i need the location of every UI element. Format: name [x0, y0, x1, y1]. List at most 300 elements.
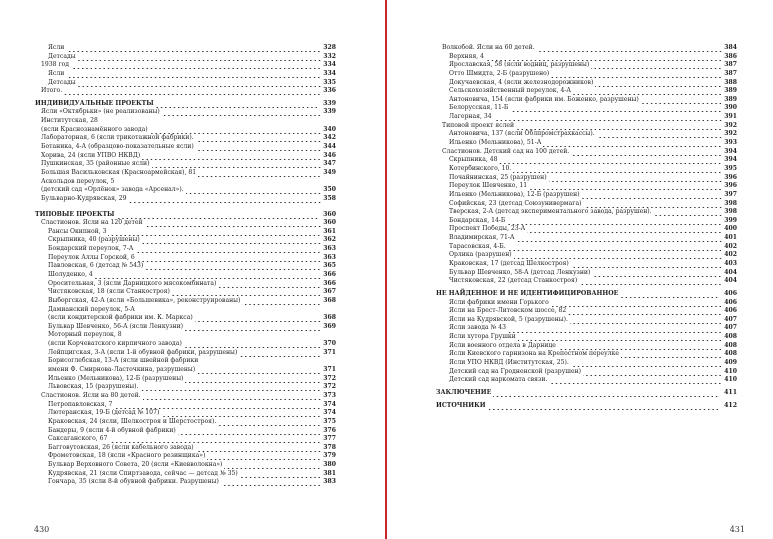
toc-entry [35, 452, 336, 461]
dot-leader [579, 277, 722, 286]
dot-leader [549, 376, 722, 385]
toc-entry [35, 143, 336, 152]
toc-entry-title: Ботаника, 4-А (образцово-показательные ясли) [41, 143, 194, 151]
toc-entry [436, 200, 737, 209]
toc-page-number: 362 [323, 236, 336, 244]
toc-entry [436, 53, 737, 62]
toc-page-number: 384 [724, 43, 737, 51]
toc-entry-title: ИСТОЧНИКИ [436, 401, 486, 409]
toc-entry [436, 243, 737, 252]
toc-entry [35, 169, 336, 178]
dot-leader [143, 392, 322, 401]
toc-entry [35, 401, 336, 410]
toc-entry-title: Тверская, 2-А (детсад экспериментального завода, разрушен). [449, 208, 652, 216]
toc-entry-title: ТИПОВЫЕ ПРОЕКТЫ [35, 210, 115, 218]
toc-entry-title: Бульвар Шевченко, 58-А (детсад Ленкузни) [449, 268, 591, 276]
dot-leader [513, 165, 722, 174]
toc-page-number: 400 [724, 225, 737, 233]
toc-entry-title: Ясли на Брест-Литовском шоссе, 82 [449, 307, 567, 315]
toc-entry [436, 217, 737, 226]
dot-leader [592, 269, 722, 278]
toc-entry [35, 409, 336, 418]
toc-entry [35, 195, 336, 204]
toc-entry-title: Оросительная, 3 (ясли Дарницкого мясокомбината) [48, 279, 217, 287]
toc-page-number: 358 [323, 194, 336, 202]
dot-leader [621, 350, 722, 359]
toc-page-number: 336 [323, 87, 336, 95]
toc-entry [35, 117, 336, 126]
toc-page-number: 339 [323, 108, 336, 116]
toc-entry-title: Сластионов. Ясли на 80 детей. [41, 391, 141, 399]
toc-entry [436, 307, 737, 316]
toc-page-number: 332 [323, 52, 336, 60]
toc-entry-title: Ясли фабрики имени Горького [449, 298, 549, 306]
toc-entry-title: Детсады [48, 52, 76, 60]
toc-entry [35, 444, 336, 453]
toc-entry-title: Ясли [48, 69, 65, 77]
dot-leader [145, 219, 322, 228]
dot-leader [551, 70, 722, 79]
dot-leader [597, 130, 723, 139]
toc-entry [436, 79, 737, 88]
toc-entry [35, 79, 336, 88]
dot-leader [570, 316, 722, 325]
toc-entry-title: ЗАКЛЮЧЕНИЕ [436, 388, 492, 396]
toc-entry-title: Волкобой. Ясли на 60 детей. [442, 43, 535, 51]
toc-page-number: 374 [323, 400, 336, 408]
toc-page-number: 342 [323, 134, 336, 142]
toc-page-number: 407 [724, 324, 737, 332]
toc-entry [436, 87, 737, 96]
toc-page-number: 340 [323, 125, 336, 133]
toc-entry [35, 357, 336, 366]
toc-page-number: 407 [724, 315, 737, 323]
dot-leader [197, 366, 321, 375]
toc-page-number: 375 [323, 417, 336, 425]
toc-entry-title: Ясли Киевского гарнизона на Крепостном переулке [449, 350, 620, 358]
toc-page-number: 380 [323, 461, 336, 469]
dot-leader [507, 217, 722, 226]
toc-entry [35, 262, 336, 271]
toc-entry [35, 254, 336, 263]
dot-leader [514, 251, 723, 260]
dot-leader [198, 169, 321, 178]
toc-page-number: 402 [724, 251, 737, 259]
toc-entry-title: Ясли УПО НКВД (Институтская, 25). [449, 359, 569, 367]
dot-leader [161, 409, 321, 418]
dot-leader [184, 340, 321, 349]
toc-page-number: 388 [724, 78, 737, 86]
dot-leader [186, 186, 322, 195]
dot-leader [195, 314, 322, 323]
toc-page-number: 410 [724, 376, 737, 384]
toc-entry [436, 277, 737, 286]
toc-entry-title: Сластионов. Детский сад на 100 детей. [442, 147, 570, 155]
toc-entry-title: Отто Шмидта, 2-Б (разрушено) [449, 69, 550, 77]
toc-page-number: 389 [724, 87, 737, 95]
dot-leader [551, 299, 722, 308]
toc-page-number: 396 [724, 173, 737, 181]
toc-entry [35, 61, 336, 70]
dot-leader [156, 100, 318, 109]
toc-entry [35, 332, 336, 341]
dot-leader [571, 260, 723, 269]
toc-page-number: 392 [724, 121, 737, 129]
dot-leader [571, 359, 722, 368]
toc-page-number: 367 [323, 288, 336, 296]
toc-entry-title: 1938 год [41, 61, 70, 69]
page-number: 430 [34, 525, 50, 534]
toc-entry [436, 225, 737, 234]
toc-entry [35, 297, 336, 306]
dot-leader [224, 461, 321, 470]
toc-entry [35, 461, 336, 470]
toc-entry [436, 299, 737, 308]
toc-page-number: 394 [724, 156, 737, 164]
toc-entry-title: (ясли Краснознамённого завода) [41, 125, 148, 133]
toc-entry-title: Ясли военного отдела в Дарнице [449, 341, 556, 349]
toc-entry [35, 306, 336, 315]
toc-entry-title: (детский сад «Орлёнок» завода «Арсенал»). [41, 186, 184, 194]
toc-entry [436, 113, 737, 122]
toc-page-number: 399 [724, 216, 737, 224]
toc-entry-title: Пушкинская, 35 (районные ясли) [41, 160, 150, 168]
dot-leader [78, 79, 322, 88]
toc-page-number: 391 [724, 113, 737, 121]
toc-entry-title: Багговутовская, 26 (ясли кабельного завода) [48, 443, 194, 451]
toc-entry-title: Детский сад на Гродненской (разрушен) [449, 367, 581, 375]
toc-entry-title: Лютеранская, 19-Б (детсад № 107) [48, 409, 160, 417]
toc-page-number: 395 [724, 164, 737, 172]
toc-page-number: 372 [323, 374, 336, 382]
toc-entry-title: Ясли [48, 43, 65, 51]
toc-page-number: 339 [323, 99, 336, 107]
toc-entry-title: Ясли хутора Грушки [449, 333, 516, 341]
toc-section-heading [436, 389, 737, 398]
toc-entry-title: Фрометовская, 18 (ясли «Красного резинщика») [48, 452, 206, 460]
toc-entry [35, 160, 336, 169]
toc-entry-title: Институтская, 28 [41, 117, 98, 125]
toc-page-number: 371 [323, 366, 336, 374]
toc-entry-title: Петропавловская, 7 [48, 400, 113, 408]
toc-entry-title: Бульвар Верховного Совета, 20 (ясли «Киевволокна») [48, 461, 223, 469]
toc-entry-title: Бульвар Шевченко, 56-А (ясли Ленкузни) [48, 322, 184, 330]
toc-entry [35, 219, 336, 228]
toc-entry [436, 174, 737, 183]
toc-entry [35, 245, 336, 254]
toc-entry [436, 208, 737, 217]
dot-leader [510, 104, 722, 113]
toc-entry [436, 70, 737, 79]
dot-leader [494, 113, 723, 122]
toc-entry [35, 178, 336, 187]
toc-entry [35, 314, 336, 323]
toc-entry [35, 126, 336, 135]
toc-entry [436, 376, 737, 385]
toc-page-number: 363 [323, 253, 336, 261]
toc-page-number: 398 [724, 208, 737, 216]
dot-leader [508, 243, 723, 252]
toc-page-number: 379 [323, 452, 336, 460]
toc-page-number: 363 [323, 245, 336, 253]
toc-page-number: 360 [323, 210, 336, 218]
toc-entry [35, 383, 336, 392]
toc-entry [35, 108, 336, 117]
dot-leader [185, 375, 321, 384]
toc-entry-title: Краковская, 24 (ясли, Шелкостроя и Шерстостроя). [48, 417, 217, 425]
toc-page-number: 404 [724, 277, 737, 285]
toc-page-number: 369 [323, 322, 336, 330]
toc-entry-title: Лагерная, 34 [449, 113, 492, 121]
toc-entry-title: Ильенко (Мельникова), 12-Б (разрушен) [449, 190, 580, 198]
toc-entry [436, 350, 737, 359]
toc-page-number: 402 [724, 242, 737, 250]
toc-entry-title: Рансы Окипной, 3 [48, 227, 107, 235]
toc-section-heading [436, 402, 737, 411]
toc-page-number: 383 [323, 478, 336, 486]
toc-page-number: 387 [724, 61, 737, 69]
toc-page-number: 398 [724, 199, 737, 207]
toc-entry [436, 333, 737, 342]
dot-leader [508, 325, 722, 334]
dot-leader [620, 290, 719, 299]
dot-leader [142, 152, 321, 161]
toc-entry [436, 139, 737, 148]
dot-leader [185, 323, 321, 332]
toc-entry-title: Белорусская, 11-Б [449, 104, 509, 112]
dot-leader [207, 452, 321, 461]
toc-page-number: 361 [323, 227, 336, 235]
toc-entry-title: Скрыпника, 40 (разрушены) [48, 236, 140, 244]
toc-page-number: 350 [323, 186, 336, 194]
dot-leader [78, 53, 322, 62]
dot-leader [135, 245, 321, 254]
toc-page-number: 408 [724, 341, 737, 349]
toc-page-number: 366 [323, 279, 336, 287]
toc-entry [35, 418, 336, 427]
toc-page-number: 347 [323, 160, 336, 168]
toc-page-number: 406 [724, 298, 737, 306]
dot-leader [595, 79, 722, 88]
dot-leader [66, 70, 321, 79]
toc-page-number: 404 [724, 268, 737, 276]
toc-entry-title: Сластионов. Ясли на 120 детей [41, 219, 143, 227]
toc-entry [35, 435, 336, 444]
toc-page-number: 411 [724, 388, 737, 396]
dot-leader [152, 160, 322, 169]
toc-page-number: 344 [323, 143, 336, 151]
toc-entry-title: Львовская, 15 (разрушены). [48, 383, 139, 391]
toc-entry-title: Ильенко (Мельникова), 51-А [449, 139, 542, 147]
toc-entry [35, 280, 336, 289]
toc-entry [436, 165, 737, 174]
toc-entry-title: Чистяковская, 22 (детсад Станкостроя) [449, 277, 578, 285]
dot-leader [583, 368, 722, 377]
toc-entry-title: Бондарская, 14-Б [449, 216, 506, 224]
toc-entry-title: Типовой проект яслей [442, 121, 515, 129]
toc-entry [35, 53, 336, 62]
toc-page-number: 394 [724, 147, 737, 155]
toc-page-number: 368 [323, 314, 336, 322]
toc-entry-title: Ильенко (Мельникова), 12-Б (разрушены) [48, 374, 184, 382]
dot-leader [117, 211, 319, 220]
dot-leader [549, 174, 723, 183]
toc-entry-title: имени Ф. Смирнова-Ласточкина, разрушены) [48, 366, 196, 374]
toc-page-number: 410 [724, 367, 737, 375]
toc-entry-title: Гончара, 35 (ясли 8-й обувной фабрики. Разрушены) [48, 478, 219, 486]
toc-entry [35, 288, 336, 297]
toc-entry [436, 61, 737, 70]
toc-page-number: 409 [724, 359, 737, 367]
toc-entry-title: Моторный переулок, 8 [48, 331, 122, 339]
toc-entry [436, 156, 737, 165]
dot-leader [239, 349, 321, 358]
toc-page-number: 397 [724, 190, 737, 198]
toc-entry [436, 148, 737, 157]
toc-entry [436, 251, 737, 260]
dot-leader [240, 470, 321, 479]
dot-leader [218, 280, 321, 289]
toc-entry [35, 228, 336, 237]
toc-page-number: 372 [323, 383, 336, 391]
dot-leader [591, 61, 722, 70]
toc-page-number: 366 [323, 271, 336, 278]
dot-leader [558, 342, 722, 351]
dot-leader [109, 435, 321, 444]
dot-leader [499, 156, 722, 165]
dot-leader [537, 44, 723, 53]
toc-entry [436, 44, 737, 53]
dot-leader [150, 126, 322, 135]
toc-entry [436, 269, 737, 278]
toc-entry [35, 152, 336, 161]
toc-entry [436, 96, 737, 105]
toc-page-number: 370 [323, 340, 336, 348]
toc-entry [35, 340, 336, 349]
toc-entry-title: ИНДИВИДУАЛЬНЫЕ ПРОЕКТЫ [35, 99, 154, 107]
toc-page-number: 335 [323, 78, 336, 86]
dot-leader [516, 122, 722, 131]
toc-entry-title: Антоновича, 137 (ясли Облпромстрахкассы). [449, 130, 595, 138]
toc-entry [35, 366, 336, 375]
dot-leader [145, 262, 321, 271]
toc-page-number: 378 [323, 443, 336, 451]
toc-entry-title: Выборгская, 42-А (ясли «Большевика», реконструированы) [48, 296, 241, 304]
dot-leader [129, 195, 322, 204]
toc-entry-title: Скрыпника, 48 [449, 156, 498, 164]
toc-entry-title: Павловская, 6 (детсад № 543) [48, 262, 144, 270]
toc-page-number: 412 [724, 401, 737, 409]
toc-page-number: 334 [323, 61, 336, 69]
toc-entry-title: Докучаевская, 4 (ясли железнодорожников) [449, 78, 594, 86]
dot-leader [527, 225, 722, 234]
toc-entry-title: Переулок Шевченко, 11 [449, 182, 528, 190]
dot-leader [114, 401, 321, 410]
toc-entry-title: Детский сад наркомата связи. [449, 376, 548, 384]
toc-entry-title: Бондарский переулок, 7-А [48, 245, 134, 253]
dot-leader [140, 383, 321, 392]
toc-entry-title: Саксаганского, 67 [48, 435, 108, 443]
table-of-contents-left [35, 44, 336, 487]
toc-page-number: 392 [724, 130, 737, 138]
toc-page-number: 408 [724, 350, 737, 358]
dot-leader [529, 182, 722, 191]
dot-leader [137, 254, 322, 263]
toc-page-number: 387 [724, 69, 737, 77]
dot-leader [568, 307, 722, 316]
dot-leader [517, 234, 723, 243]
toc-entry [35, 44, 336, 53]
toc-page-number: 401 [724, 234, 737, 242]
toc-entry-title: Бульварно-Кудрявская, 29 [41, 194, 127, 202]
toc-page-number: 376 [323, 426, 336, 434]
dot-leader [196, 134, 322, 143]
toc-entry-title: НЕ НАЙДЕННОЕ И НЕ ИДЕНТИФИЦИРОВАННОЕ [436, 289, 619, 297]
dot-leader [172, 288, 321, 297]
toc-entry [436, 359, 737, 368]
toc-entry-title: Софийская, 23 (детсад Союзунивермага) [449, 199, 582, 207]
toc-entry-title: Кудрявская, 21 (ясли Спиртзавода, сейчас — детсад № 35) [48, 469, 238, 477]
toc-page-number: 349 [323, 168, 336, 176]
toc-page-number: 390 [724, 104, 737, 112]
toc-entry [436, 104, 737, 113]
toc-page-number: 346 [323, 151, 336, 159]
toc-entry-title: Шолуденко, 4 [48, 271, 93, 278]
toc-entry-title: Тарасовская, 4-Б. [449, 242, 506, 250]
dot-leader [543, 139, 722, 148]
toc-section-heading [35, 211, 336, 220]
toc-entry [35, 478, 336, 487]
dot-leader [196, 444, 322, 453]
dot-leader [486, 53, 722, 62]
dot-leader [488, 402, 719, 411]
toc-entry-title: Ясли на Кудрявской, 5 (разрушены). [449, 315, 568, 323]
toc-entry [436, 260, 737, 269]
toc-entry-title: Аскольдов переулок, 5 [41, 177, 115, 185]
toc-entry-title: Верхняя, 4 [449, 52, 484, 60]
toc-entry [35, 375, 336, 384]
toc-page-number: 381 [323, 469, 336, 477]
dot-leader [242, 297, 321, 306]
toc-entry-title: (ясли Корчеватского кирпичного завода) [48, 340, 182, 348]
toc-entry-title: Орлика (разрушен) [449, 251, 512, 259]
toc-entry [436, 325, 737, 334]
toc-page-number: 371 [323, 348, 336, 356]
dot-leader [221, 478, 321, 487]
toc-page-number: 328 [323, 43, 336, 51]
toc-entry-title: Дамианский переулок, 5-А [48, 305, 135, 313]
toc-section-heading [35, 100, 336, 109]
toc-entry-title: Проспект Победы, 23-А [449, 225, 526, 233]
dot-leader [64, 87, 321, 96]
toc-page-number: 386 [724, 52, 737, 60]
toc-page-number: 393 [724, 139, 737, 147]
toc-entry-title: Детсады [48, 78, 76, 86]
toc-page-number: 374 [323, 409, 336, 417]
dot-leader [582, 191, 723, 200]
toc-page-number: 406 [724, 307, 737, 315]
toc-page-number: 334 [323, 69, 336, 77]
dot-leader [641, 96, 723, 105]
dot-leader [518, 333, 722, 342]
dot-leader [108, 228, 321, 237]
dot-leader [654, 208, 723, 217]
toc-entry [35, 271, 336, 280]
toc-entry [436, 316, 737, 325]
toc-entry [35, 392, 336, 401]
toc-entry-title: Ярославская, 58 (ясли водниц, разрушены) [449, 61, 590, 69]
toc-entry-title: (ясли кондитерской фабрики им. К. Маркса) [48, 314, 193, 322]
